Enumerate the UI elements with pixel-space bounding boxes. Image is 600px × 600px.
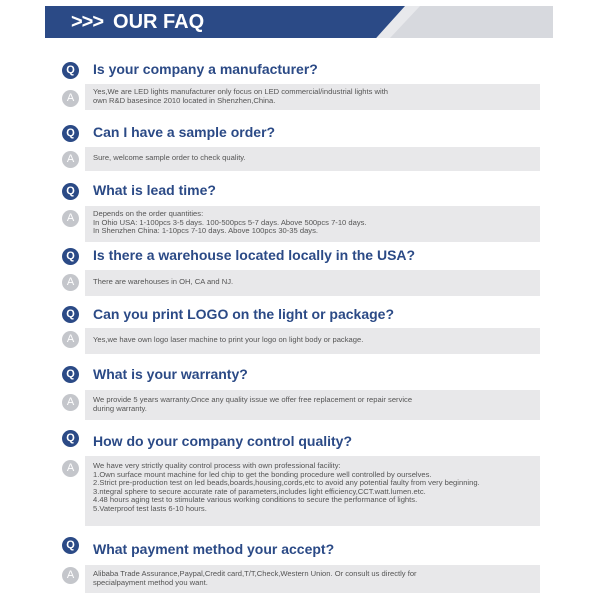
- page-title: [71, 6, 204, 38]
- chevrons-icon: >>>: [71, 11, 104, 33]
- faq-answer: We have very strictly quality control process with own professional facility: 1.Own surface mount machine for led chip to get the bonding procedure well controlled by ourselves. 2.Strict pre-production test on led beads,boards,housing,cords,etc to avoid any potential faulty from very beginning. 3.ntegral sphere to secure accurate rate of parameters,includes light efficiency,CCT.watt.lumen.etc. 4.48 hours aging test to stimulate various working conditions to secure the performance of lights. 5.Vaterproof test lasts 6-10 hours.: [85, 456, 540, 526]
- faq-answer: Sure, welcome sample order to check quality.: [85, 147, 540, 171]
- faq-question: How do your company control quality?: [93, 433, 353, 449]
- question-icon: Q: [62, 537, 79, 554]
- answer-icon: A: [62, 567, 79, 584]
- question-icon: Q: [62, 366, 79, 383]
- answer-icon: A: [62, 210, 79, 227]
- faq-answer: Alibaba Trade Assurance,Paypal,Credit card,T/T,Check,Western Union. Or consult us directly for specialpayment method you want.: [85, 565, 540, 593]
- question-icon: Q: [62, 306, 79, 323]
- question-icon: Q: [62, 62, 79, 79]
- answer-icon: A: [62, 90, 79, 107]
- question-icon: Q: [62, 183, 79, 200]
- faq-answer: Yes,We are LED lights manufacturer only focus on LED commercial/industrial lights with own R&D basesince 2010 located in Shenzhen,China.: [85, 84, 540, 110]
- question-icon: Q: [62, 125, 79, 142]
- faq-question: Is there a warehouse located locally in the USA?: [93, 247, 416, 263]
- faq-answer: We provide 5 years warranty.Once any quality issue we offer free replacement or repair service during warranty.: [85, 390, 540, 420]
- answer-icon: A: [62, 274, 79, 291]
- question-icon: Q: [62, 430, 79, 447]
- faq-question: What is your warranty?: [93, 366, 248, 382]
- faq-question: What is lead time?: [93, 182, 216, 198]
- answer-icon: A: [62, 151, 79, 168]
- faq-question: Can you print LOGO on the light or package?: [93, 306, 395, 322]
- faq-question: Is your company a manufacturer?: [93, 61, 318, 77]
- question-icon: Q: [62, 248, 79, 265]
- answer-icon: A: [62, 394, 79, 411]
- faq-question: Can I have a sample order?: [93, 124, 276, 140]
- faq-question: What payment method your accept?: [93, 541, 335, 557]
- answer-icon: A: [62, 460, 79, 477]
- answer-icon: A: [62, 331, 79, 348]
- faq-answer: Depends on the order quantities: In Ohio USA: 1-100pcs 3-5 days. 100-500pcs 5-7 days. Above 500pcs 7-10 days. In Shenzhen China: 1-10pcs 7-10 days. Above 100pcs 30-35 days.: [85, 206, 540, 242]
- faq-answer: Yes,we have own logo laser machine to print your logo on light body or package.: [85, 328, 540, 354]
- page-title-text: OUR FAQ: [113, 11, 205, 33]
- faq-answer: There are warehouses in OH, CA and NJ.: [85, 270, 540, 296]
- faq-header-banner: [45, 6, 553, 38]
